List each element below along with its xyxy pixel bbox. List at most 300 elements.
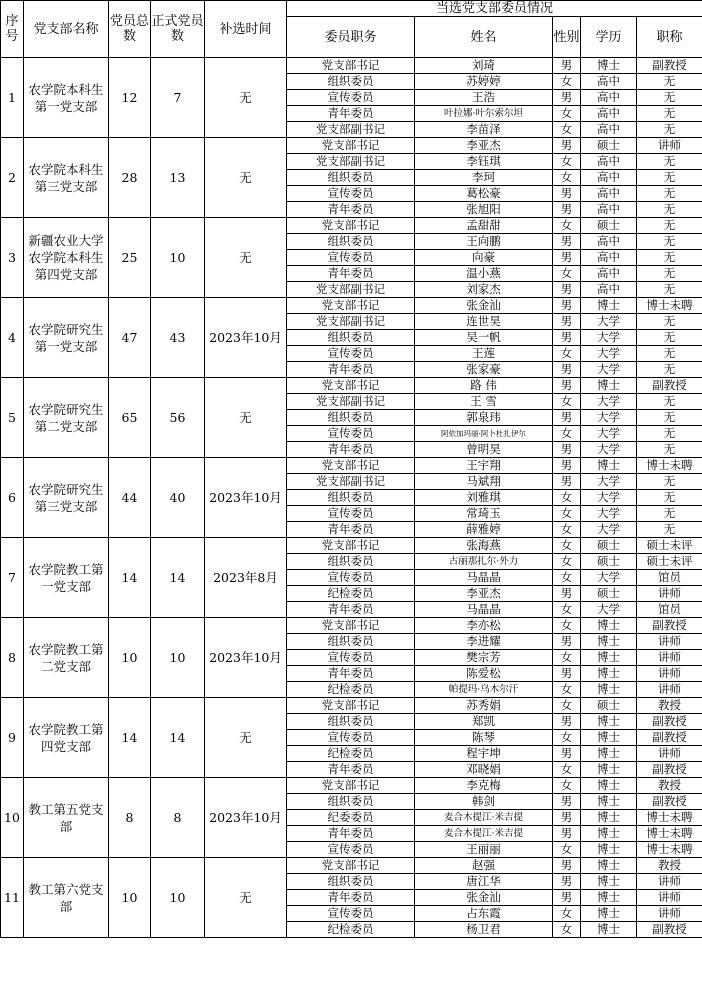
member-name: 王丽丽 [415, 842, 553, 858]
member-education: 博士 [581, 890, 637, 906]
member-education: 大学 [581, 346, 637, 362]
member-gender: 男 [553, 234, 581, 250]
branch-member-total: 10 [109, 618, 151, 698]
member-position: 组织委员 [287, 634, 415, 650]
member-name: 李亚杰 [415, 138, 553, 154]
member-name: 苏秀娟 [415, 698, 553, 714]
member-title: 讲师 [637, 682, 702, 698]
member-position: 宣传委员 [287, 506, 415, 522]
member-name: 李苗泽 [415, 122, 553, 138]
branch-name: 农学院教工第二党支部 [24, 618, 109, 698]
member-gender: 男 [553, 794, 581, 810]
member-name: 占东霞 [415, 906, 553, 922]
member-position: 组织委员 [287, 330, 415, 346]
header-gender: 性别 [553, 17, 581, 58]
member-gender: 女 [553, 602, 581, 618]
member-education: 博士 [581, 858, 637, 874]
branch-seq: 10 [1, 778, 24, 858]
member-gender: 女 [553, 922, 581, 938]
member-gender: 男 [553, 474, 581, 490]
branch-formal-members: 10 [151, 858, 205, 938]
member-title: 馆员 [637, 602, 702, 618]
member-name: 杨卫君 [415, 922, 553, 938]
member-title: 讲师 [637, 906, 702, 922]
member-education: 大学 [581, 410, 637, 426]
header-name: 姓名 [415, 17, 553, 58]
member-name: 王 雪 [415, 394, 553, 410]
member-position: 组织委员 [287, 74, 415, 90]
member-gender: 女 [553, 618, 581, 634]
member-education: 硕士 [581, 698, 637, 714]
branch-seq: 8 [1, 618, 24, 698]
member-title: 无 [637, 410, 702, 426]
member-gender: 女 [553, 778, 581, 794]
member-gender: 男 [553, 634, 581, 650]
member-position: 党支部书记 [287, 458, 415, 474]
member-name: 王向鹏 [415, 234, 553, 250]
member-education: 硕士 [581, 218, 637, 234]
member-position: 青年委员 [287, 602, 415, 618]
member-name: 郑凯 [415, 714, 553, 730]
member-gender: 女 [553, 682, 581, 698]
member-title: 副教授 [637, 730, 702, 746]
member-position: 青年委员 [287, 202, 415, 218]
member-title: 博士未聘 [637, 826, 702, 842]
member-position: 党支部副书记 [287, 474, 415, 490]
member-gender: 女 [553, 842, 581, 858]
member-title: 无 [637, 314, 702, 330]
member-name: 葛松豪 [415, 186, 553, 202]
member-name: 温小燕 [415, 266, 553, 282]
member-education: 高中 [581, 266, 637, 282]
member-gender: 女 [553, 570, 581, 586]
member-title: 副教授 [637, 922, 702, 938]
branch-name: 农学院研究生第一党支部 [24, 298, 109, 378]
member-title: 无 [637, 90, 702, 106]
member-title: 无 [637, 154, 702, 170]
branch-member-total: 25 [109, 218, 151, 298]
member-name: 帕提玛·乌木尔汗 [415, 682, 553, 698]
member-gender: 男 [553, 330, 581, 346]
member-position: 青年委员 [287, 666, 415, 682]
member-position: 党支部书记 [287, 618, 415, 634]
member-education: 大学 [581, 506, 637, 522]
member-name: 韩剑 [415, 794, 553, 810]
member-education: 博士 [581, 634, 637, 650]
member-title: 副教授 [637, 762, 702, 778]
branch-name: 农学院本科生第三党支部 [24, 138, 109, 218]
member-title: 无 [637, 106, 702, 122]
member-education: 大学 [581, 394, 637, 410]
member-gender: 男 [553, 746, 581, 762]
branch-formal-members: 13 [151, 138, 205, 218]
member-position: 宣传委员 [287, 186, 415, 202]
member-position: 党支部书记 [287, 778, 415, 794]
member-education: 博士 [581, 458, 637, 474]
member-education: 博士 [581, 922, 637, 938]
member-education: 博士 [581, 618, 637, 634]
member-title: 副教授 [637, 618, 702, 634]
branch-formal-members: 8 [151, 778, 205, 858]
member-title: 无 [637, 186, 702, 202]
branch-seq: 4 [1, 298, 24, 378]
member-position: 党支部书记 [287, 858, 415, 874]
member-name: 王浩 [415, 90, 553, 106]
member-name: 李钰琪 [415, 154, 553, 170]
member-name: 张家豪 [415, 362, 553, 378]
member-education: 博士 [581, 298, 637, 314]
member-education: 大学 [581, 522, 637, 538]
member-title: 博士未聘 [637, 810, 702, 826]
member-education: 大学 [581, 490, 637, 506]
member-gender: 男 [553, 858, 581, 874]
member-position: 组织委员 [287, 554, 415, 570]
branch-seq: 11 [1, 858, 24, 938]
member-position: 青年委员 [287, 362, 415, 378]
branch-member-total: 14 [109, 698, 151, 778]
table-row [1, 538, 702, 554]
member-position: 党支部书记 [287, 218, 415, 234]
member-position: 党支部副书记 [287, 314, 415, 330]
member-position: 宣传委员 [287, 346, 415, 362]
member-position: 纪委委员 [287, 810, 415, 826]
branch-election-time: 无 [205, 858, 287, 938]
member-education: 高中 [581, 202, 637, 218]
member-education: 博士 [581, 666, 637, 682]
branch-election-time: 无 [205, 138, 287, 218]
member-position: 党支部副书记 [287, 122, 415, 138]
member-education: 高中 [581, 250, 637, 266]
member-title: 博士未聘 [637, 298, 702, 314]
member-title: 讲师 [637, 586, 702, 602]
member-position: 组织委员 [287, 170, 415, 186]
member-education: 高中 [581, 186, 637, 202]
member-name: 李珂 [415, 170, 553, 186]
member-education: 博士 [581, 810, 637, 826]
member-education: 大学 [581, 426, 637, 442]
member-education: 高中 [581, 90, 637, 106]
member-position: 青年委员 [287, 826, 415, 842]
member-gender: 女 [553, 346, 581, 362]
member-gender: 女 [553, 266, 581, 282]
header-formal-members: 正式党员数 [151, 1, 205, 58]
header-seq: 序号 [1, 1, 24, 58]
branch-member-total: 14 [109, 538, 151, 618]
branch-name: 教工第五党支部 [24, 778, 109, 858]
member-gender: 男 [553, 442, 581, 458]
member-title: 博士未聘 [637, 842, 702, 858]
member-title: 无 [637, 234, 702, 250]
member-title: 无 [637, 442, 702, 458]
member-education: 博士 [581, 58, 637, 74]
branch-seq: 1 [1, 58, 24, 138]
table-row [1, 378, 702, 394]
member-education: 博士 [581, 794, 637, 810]
member-position: 党支部书记 [287, 298, 415, 314]
header-education: 学历 [581, 17, 637, 58]
member-title: 副教授 [637, 714, 702, 730]
branch-seq: 6 [1, 458, 24, 538]
member-education: 大学 [581, 570, 637, 586]
member-gender: 女 [553, 698, 581, 714]
member-gender: 女 [553, 122, 581, 138]
member-education: 大学 [581, 442, 637, 458]
member-name: 郭泉玮 [415, 410, 553, 426]
member-position: 青年委员 [287, 762, 415, 778]
branch-formal-members: 14 [151, 538, 205, 618]
member-education: 高中 [581, 282, 637, 298]
branch-election-time: 无 [205, 58, 287, 138]
table-body [1, 58, 702, 938]
member-title: 无 [637, 362, 702, 378]
member-gender: 男 [553, 890, 581, 906]
branch-seq: 7 [1, 538, 24, 618]
member-title: 无 [637, 122, 702, 138]
member-name: 常琦玉 [415, 506, 553, 522]
member-position: 宣传委员 [287, 570, 415, 586]
member-education: 硕士 [581, 138, 637, 154]
table-row [1, 58, 702, 74]
member-title: 讲师 [637, 666, 702, 682]
member-position: 党支部书记 [287, 138, 415, 154]
member-gender: 女 [553, 506, 581, 522]
member-position: 组织委员 [287, 874, 415, 890]
member-name: 刘琦 [415, 58, 553, 74]
member-name: 张金汕 [415, 298, 553, 314]
member-education: 高中 [581, 234, 637, 250]
member-position: 党支部副书记 [287, 394, 415, 410]
branch-name: 农学院教工第四党支部 [24, 698, 109, 778]
member-education: 大学 [581, 474, 637, 490]
member-education: 博士 [581, 874, 637, 890]
member-position: 纪检委员 [287, 682, 415, 698]
member-position: 组织委员 [287, 794, 415, 810]
member-title: 无 [637, 474, 702, 490]
member-gender: 男 [553, 186, 581, 202]
branch-election-time: 2023年10月 [205, 618, 287, 698]
member-name: 赵强 [415, 858, 553, 874]
branch-formal-members: 43 [151, 298, 205, 378]
member-title: 无 [637, 506, 702, 522]
member-education: 高中 [581, 154, 637, 170]
table-row [1, 138, 702, 154]
member-position: 青年委员 [287, 106, 415, 122]
member-gender: 男 [553, 714, 581, 730]
member-title: 无 [637, 330, 702, 346]
member-education: 高中 [581, 122, 637, 138]
member-name: 张旭阳 [415, 202, 553, 218]
member-education: 大学 [581, 314, 637, 330]
header-member-total: 党员总数 [109, 1, 151, 58]
member-name: 马晶晶 [415, 570, 553, 586]
branch-seq: 5 [1, 378, 24, 458]
member-name: 马斌翔 [415, 474, 553, 490]
branch-formal-members: 7 [151, 58, 205, 138]
member-position: 组织委员 [287, 234, 415, 250]
member-position: 宣传委员 [287, 730, 415, 746]
member-name: 李克梅 [415, 778, 553, 794]
member-education: 博士 [581, 746, 637, 762]
table-row [1, 298, 702, 314]
member-name: 孟甜甜 [415, 218, 553, 234]
member-position: 宣传委员 [287, 650, 415, 666]
member-name: 连世昊 [415, 314, 553, 330]
member-name: 王莲 [415, 346, 553, 362]
branch-election-time: 无 [205, 218, 287, 298]
member-name: 吴一帆 [415, 330, 553, 346]
branch-election-time: 2023年10月 [205, 458, 287, 538]
branch-name: 农学院研究生第二党支部 [24, 378, 109, 458]
member-name: 陈琴 [415, 730, 553, 746]
member-name: 向豪 [415, 250, 553, 266]
member-title: 无 [637, 426, 702, 442]
branch-member-total: 65 [109, 378, 151, 458]
member-name: 曾明昊 [415, 442, 553, 458]
member-gender: 女 [553, 650, 581, 666]
member-title: 无 [637, 218, 702, 234]
member-position: 组织委员 [287, 410, 415, 426]
member-gender: 男 [553, 362, 581, 378]
member-education: 博士 [581, 762, 637, 778]
member-position: 党支部书记 [287, 58, 415, 74]
member-title: 无 [637, 394, 702, 410]
member-name: 张海燕 [415, 538, 553, 554]
member-gender: 男 [553, 250, 581, 266]
member-position: 青年委员 [287, 266, 415, 282]
member-position: 青年委员 [287, 442, 415, 458]
member-position: 纪检委员 [287, 922, 415, 938]
member-name: 程宇坤 [415, 746, 553, 762]
member-name: 陈爱松 [415, 666, 553, 682]
member-education: 博士 [581, 826, 637, 842]
member-name: 王宇翔 [415, 458, 553, 474]
member-education: 博士 [581, 714, 637, 730]
member-gender: 女 [553, 906, 581, 922]
member-education: 大学 [581, 330, 637, 346]
member-gender: 男 [553, 586, 581, 602]
member-gender: 女 [553, 154, 581, 170]
header-branch-name: 党支部名称 [24, 1, 109, 58]
member-title: 讲师 [637, 650, 702, 666]
member-position: 组织委员 [287, 490, 415, 506]
branch-election-time: 2023年10月 [205, 778, 287, 858]
member-title: 博士未聘 [637, 458, 702, 474]
member-gender: 男 [553, 138, 581, 154]
member-gender: 女 [553, 538, 581, 554]
member-name: 古丽那扎尔·外力 [415, 554, 553, 570]
member-education: 博士 [581, 906, 637, 922]
member-gender: 男 [553, 826, 581, 842]
member-title: 馆员 [637, 570, 702, 586]
member-title: 教授 [637, 778, 702, 794]
member-gender: 男 [553, 410, 581, 426]
header-title: 职称 [637, 17, 702, 58]
member-education: 博士 [581, 730, 637, 746]
member-gender: 男 [553, 378, 581, 394]
member-title: 教授 [637, 858, 702, 874]
member-education: 大学 [581, 362, 637, 378]
header-position: 委员职务 [287, 17, 415, 58]
branch-formal-members: 14 [151, 698, 205, 778]
member-gender: 女 [553, 730, 581, 746]
member-title: 无 [637, 522, 702, 538]
member-gender: 男 [553, 874, 581, 890]
member-name: 刘雅琪 [415, 490, 553, 506]
member-name: 刘家杰 [415, 282, 553, 298]
member-position: 党支部副书记 [287, 282, 415, 298]
branch-seq: 9 [1, 698, 24, 778]
member-title: 无 [637, 170, 702, 186]
member-title: 无 [637, 266, 702, 282]
member-gender: 女 [553, 218, 581, 234]
member-gender: 女 [553, 394, 581, 410]
member-education: 大学 [581, 602, 637, 618]
member-gender: 男 [553, 314, 581, 330]
member-title: 无 [637, 346, 702, 362]
branch-election-time: 无 [205, 378, 287, 458]
member-position: 纪检委员 [287, 586, 415, 602]
branch-name: 农学院本科生第一党支部 [24, 58, 109, 138]
member-title: 讲师 [637, 890, 702, 906]
member-name: 麦合木提江·米吉提 [415, 810, 553, 826]
member-position: 党支部书记 [287, 698, 415, 714]
member-position: 宣传委员 [287, 906, 415, 922]
member-education: 高中 [581, 170, 637, 186]
member-gender: 女 [553, 170, 581, 186]
member-gender: 男 [553, 58, 581, 74]
member-gender: 男 [553, 298, 581, 314]
member-position: 宣传委员 [287, 250, 415, 266]
member-education: 博士 [581, 682, 637, 698]
member-gender: 女 [553, 762, 581, 778]
member-position: 党支部书记 [287, 378, 415, 394]
branch-formal-members: 10 [151, 218, 205, 298]
member-position: 宣传委员 [287, 426, 415, 442]
member-title: 硕士未评 [637, 554, 702, 570]
branch-name: 新疆农业大学农学院本科生第四党支部 [24, 218, 109, 298]
member-title: 讲师 [637, 634, 702, 650]
member-education: 硕士 [581, 586, 637, 602]
member-position: 青年委员 [287, 890, 415, 906]
branch-formal-members: 40 [151, 458, 205, 538]
table-row [1, 778, 702, 794]
member-title: 硕士未评 [637, 538, 702, 554]
member-title: 讲师 [637, 874, 702, 890]
member-position: 纪检委员 [287, 746, 415, 762]
member-title: 副教授 [637, 378, 702, 394]
member-gender: 男 [553, 458, 581, 474]
branch-member-total: 28 [109, 138, 151, 218]
table-row [1, 698, 702, 714]
table-row [1, 458, 702, 474]
member-name: 苏婷婷 [415, 74, 553, 90]
member-name: 张金汕 [415, 890, 553, 906]
member-title: 无 [637, 202, 702, 218]
member-name: 叶拉娜·叶尔索尔坦 [415, 106, 553, 122]
member-title: 教授 [637, 698, 702, 714]
member-gender: 男 [553, 202, 581, 218]
member-title: 副教授 [637, 58, 702, 74]
member-education: 博士 [581, 650, 637, 666]
branch-election-time: 2023年10月 [205, 298, 287, 378]
branch-seq: 2 [1, 138, 24, 218]
branch-member-total: 8 [109, 778, 151, 858]
branch-member-total: 12 [109, 58, 151, 138]
branch-member-total: 47 [109, 298, 151, 378]
member-name: 麦合木提江·米吉提 [415, 826, 553, 842]
member-position: 青年委员 [287, 522, 415, 538]
member-title: 无 [637, 250, 702, 266]
